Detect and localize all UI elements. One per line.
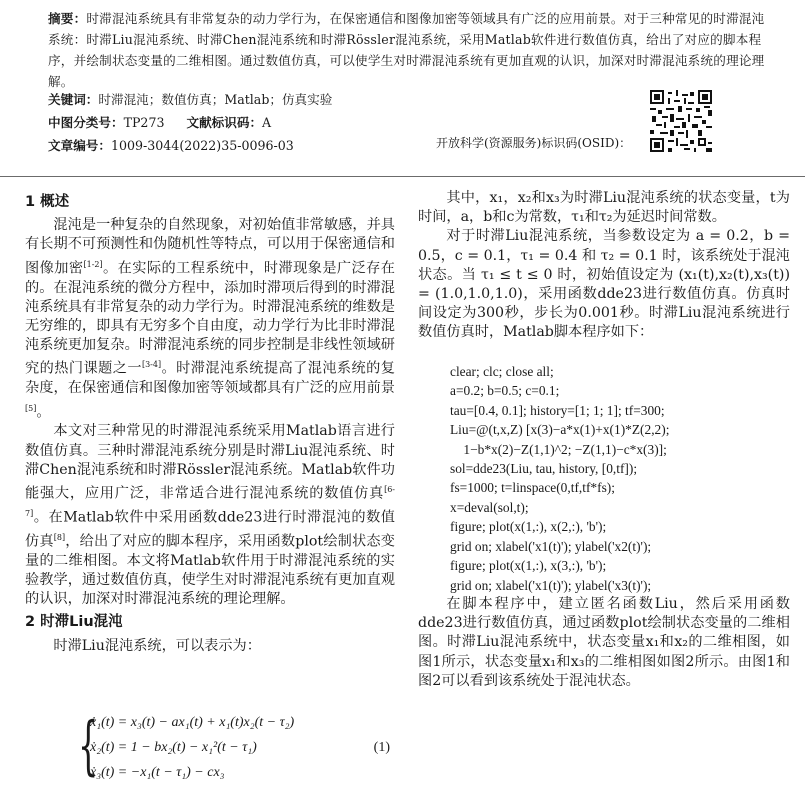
code-line: sol=dde23(Liu, tau, history, [0,tf]); [450,461,638,477]
article-no-label: 文章编号： [48,138,111,153]
paragraph-purpose: 本文对三种常见的时滞混沌系统采用Matlab语言进行数值仿真。三种时滞混沌系统分别是时滞Liu混沌系统、时滞Chen混沌系统和时滞Rössler混沌系统。Matlab软件功能强大，应用广泛，非常适合进行混沌系统的数值仿真[6-7]。在Matlab软件中采用函数dde23进行时滞混沌的数值仿真[8]，给出了对应的脚本程序，采用函数plot绘制状态变量的二维相图。本文将Matlab软件用于时滞混沌系统的实验教学，通过数值仿真，使学生对时滞混沌系统有更加直观的认识，加深对时滞混沌系统的理论理解。 [25,423,395,608]
code-line: Liu=@(t,x,Z) [x(3)−a*x(1)+x(1)*Z(2,2); [450,422,670,438]
article-no-value: 1009-3044(2022)35-0096-03 [110,138,294,153]
equation-line-2: ẋ₂(t) = 1 − bx₂(t) − x₁²(t − τ₁) [90,740,257,755]
paragraph-script-explanation: 在脚本程序中，建立匿名函数Liu，然后采用函数dde23进行数值仿真，通过函数plot绘制状态变量的二维相图。时滞Liu混沌系统中，状态变量x₁和x₂的二维相图，如图1所示，状态变量x₁和x₃的二维相图如图2所示。由图1和图2可以看到该系统处于混沌状态。 [418,595,790,689]
code-line: figure; plot(x(1,:), x(3,:), 'b'); [450,558,607,574]
code-line: tau=[0.4, 0.1]; history=[1; 1; 1]; tf=300; [450,402,665,418]
left-column [25,193,395,656]
header-divider [0,176,805,177]
paragraph-variables: 其中，x₁，x₂和x₃为时滞Liu混沌系统的状态变量，t为时间，a，b和c为常数，τ₁和τ₂为延迟时间常数。 [418,190,790,226]
equation-1 [78,709,390,791]
code-line: a=0.2; b=0.5; c=0.1; [450,383,560,399]
clc-label: 中图分类号： [48,115,124,130]
doc-code-value: A [262,115,272,130]
right-column [418,189,790,691]
osid-qr-code [650,90,712,152]
code-line: x=deval(sol,t); [450,499,529,515]
code-line: grid on; xlabel('x1(t)'); ylabel('x2(t)'); [450,538,652,554]
code-line: figure; plot(x(1,:), x(2,:), 'b'); [450,519,607,535]
keywords-text: 时滞混沌；数值仿真；Matlab；仿真实验 [98,92,333,107]
paragraph-liu-intro: 时滞Liu混沌系统，可以表示为： [53,637,261,654]
equation-line-3: ẋ₃(t) = −x₁(t − τ₁) − cx₃ [90,765,225,780]
article-number [48,137,294,155]
matlab-script [418,343,790,595]
equation-line-1: ẋ₁(t) = x₃(t) − ax₁(t) + x₁(t)x₂(t − τ₂) [90,715,295,730]
abstract-label: 摘要： [48,11,87,26]
section-1-title: 1 概述 [25,194,70,210]
code-line: grid on; xlabel('x1(t)'); ylabel('x3(t)'); [450,577,652,593]
equation-brace: { [78,709,99,783]
code-line: fs=1000; t=linspace(0,tf,tf*fs); [450,480,615,496]
clc-value: TP273 [123,115,165,130]
doc-code-label: 文献标识码： [186,115,263,130]
equation-number: (1) [373,740,390,755]
keywords [48,91,332,109]
code-line: clear; clc; close all; [450,364,554,380]
code-line: 1−b*x(2)−Z(1,1)^2; −Z(1,1)−c*x(3)]; [450,441,667,457]
paragraph-parameters: 对于时滞Liu混沌系统，当参数设定为 a = 0.2，b = 0.5，c = 0.1，τ₁ = 0.4 和 τ₂ = 0.1 时，该系统处于混沌状态。当 τ₁ ≤ t ≤ 0 时，初始值设定为 (x₁(t),x₂(t),x₃(t)) = (1.0,1.0,1.0)，采用函数dde23进行数值仿真。仿真时间设定为300秒，步长为0.001秒。时滞Liu混沌系统进行数值仿真时，Matlab脚本程序如下： [418,228,790,341]
abstract-text: 时滞混沌系统具有非常复杂的动力学行为，在保密通信和图像加密等领域具有广泛的应用前景。对于三种常见的时滞混沌系统：时滞Liu混沌系统、时滞Chen混沌系统和时滞Rössler混沌系统，采用Matlab软件进行数值仿真，给出了对应的脚本程序，并绘制状态变量的二维相图。通过数值仿真，可以使学生对时滞混沌系统有更加直观的认识，加深对时滞混沌系统的理论理解。 [48,11,765,89]
paragraph-intro: 混沌是一种复杂的自然现象，对初始值非常敏感，并具有长期不可预测性和伪随机性等特点，可以用于保密通信和图像加密[1-2]。在实际的工程系统中，时滞现象是广泛存在的。在混沌系统的微分方程中，添加时滞项后得到的时滞混沌系统具有非常复杂的动力学行为。时滞混沌系统的维数是无穷维的，即具有无穷多个自由度，动力学行为比非时滞混沌系统更加复杂。时滞混沌系统的同步控制是非线性领域研究的热门课题之一[3-4]。时滞混沌系统提高了混沌系统的复杂度，在保密通信和图像加密等领域都具有广泛的应用前景[5]。 [25,217,395,421]
classification-row [48,114,271,132]
abstract [48,8,768,92]
osid-label: 开放科学(资源服务)标识码(OSID)： [436,136,632,150]
section-2-title: 2 时滞Liu混沌 [25,614,123,631]
keywords-label: 关键词： [48,92,99,107]
